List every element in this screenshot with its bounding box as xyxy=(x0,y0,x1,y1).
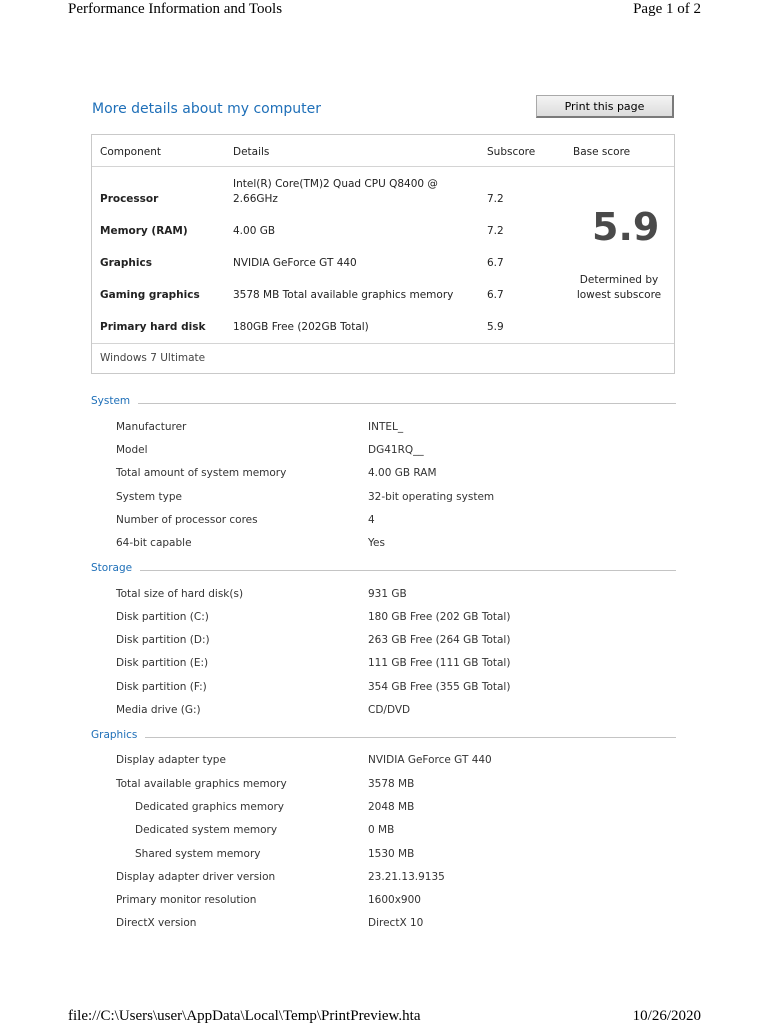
component-subscore: 5.9 xyxy=(487,321,504,333)
item-label: 64-bit capable xyxy=(116,537,192,549)
item-value: 0 MB xyxy=(368,824,395,836)
os-edition: Windows 7 Ultimate xyxy=(100,352,206,364)
item-label: Number of processor cores xyxy=(116,514,258,526)
section-divider xyxy=(91,403,676,404)
component-details: NVIDIA GeForce GT 440 xyxy=(233,257,357,269)
section-header-system xyxy=(91,395,676,409)
score-table xyxy=(91,134,675,374)
print-footer-path: file://C:\Users\user\AppData\Local\Temp\PrintPreview.hta xyxy=(68,1008,421,1024)
section-title: Storage xyxy=(91,562,140,574)
item-value: 4 xyxy=(368,514,375,526)
header-subscore: Subscore xyxy=(487,146,536,158)
base-score-value: 5.9 xyxy=(592,205,660,249)
section-divider xyxy=(91,737,676,738)
item-value: Yes xyxy=(368,537,385,549)
component-subscore: 7.2 xyxy=(487,193,504,205)
print-footer-date: 10/26/2020 xyxy=(632,1008,701,1024)
item-label: Dedicated graphics memory xyxy=(135,801,285,813)
component-details: 4.00 GB xyxy=(233,225,276,237)
item-value: 32-bit operating system xyxy=(368,491,495,503)
component-subscore: 6.7 xyxy=(487,289,504,301)
component-name: Graphics xyxy=(100,257,152,269)
print-header-title: Performance Information and Tools xyxy=(68,1,283,17)
component-details: 3578 MB Total available graphics memory xyxy=(233,289,454,301)
item-value: NVIDIA GeForce GT 440 xyxy=(368,754,492,766)
item-value: 931 GB xyxy=(368,588,407,600)
item-label: Disk partition (C:) xyxy=(116,611,209,623)
item-value: 23.21.13.9135 xyxy=(368,871,445,883)
item-value: 263 GB Free (264 GB Total) xyxy=(368,634,511,646)
header-base-score: Base score xyxy=(573,146,631,158)
item-label: Dedicated system memory xyxy=(135,824,278,836)
item-value: 1530 MB xyxy=(368,848,415,860)
header-divider xyxy=(92,166,674,167)
item-value: 2048 MB xyxy=(368,801,415,813)
component-name: Primary hard disk xyxy=(100,321,206,333)
section-divider xyxy=(91,570,676,571)
item-label: Total amount of system memory xyxy=(116,467,287,479)
item-label: Total available graphics memory xyxy=(116,778,287,790)
item-label: System type xyxy=(116,491,182,503)
item-value: 4.00 GB RAM xyxy=(368,467,437,479)
item-label: Disk partition (F:) xyxy=(116,681,207,693)
item-label: Disk partition (E:) xyxy=(116,657,209,669)
item-label: Manufacturer xyxy=(116,421,187,433)
item-label: Media drive (G:) xyxy=(116,704,201,716)
section-header-storage xyxy=(91,562,676,576)
item-value: 3578 MB xyxy=(368,778,415,790)
print-page-button[interactable]: Print this page xyxy=(536,95,674,118)
item-value: 354 GB Free (355 GB Total) xyxy=(368,681,511,693)
component-name: Processor xyxy=(100,193,159,205)
component-name: Memory (RAM) xyxy=(100,225,188,237)
print-header-page: Page 1 of 2 xyxy=(633,1,701,17)
component-subscore: 7.2 xyxy=(487,225,504,237)
section-title: System xyxy=(91,395,138,407)
header-details: Details xyxy=(233,146,270,158)
page-title: More details about my computer xyxy=(92,101,321,117)
item-label: Display adapter type xyxy=(116,754,226,766)
item-value: 1600x900 xyxy=(368,894,421,906)
item-label: Primary monitor resolution xyxy=(116,894,257,906)
component-name: Gaming graphics xyxy=(100,289,200,301)
component-details: 180GB Free (202GB Total) xyxy=(233,321,369,333)
item-label: Display adapter driver version xyxy=(116,871,276,883)
item-label: Model xyxy=(116,444,148,456)
item-value: DirectX 10 xyxy=(368,917,424,929)
item-label: Shared system memory xyxy=(135,848,261,860)
item-value: 111 GB Free (111 GB Total) xyxy=(368,657,511,669)
section-title: Graphics xyxy=(91,729,145,741)
item-label: Disk partition (D:) xyxy=(116,634,210,646)
header-component: Component xyxy=(100,146,161,158)
item-value: 180 GB Free (202 GB Total) xyxy=(368,611,511,623)
os-divider xyxy=(92,343,674,344)
item-label: Total size of hard disk(s) xyxy=(116,588,244,600)
section-header-graphics xyxy=(91,729,676,743)
item-value: INTEL_ xyxy=(368,421,404,433)
base-score-note: Determined by lowest subscore xyxy=(576,274,662,301)
item-label: DirectX version xyxy=(116,917,197,929)
item-value: CD/DVD xyxy=(368,704,411,716)
component-subscore: 6.7 xyxy=(487,257,504,269)
item-value: DG41RQ__ xyxy=(368,444,424,456)
component-details: Intel(R) Core(TM)2 Quad CPU Q8400 @ 2.66GHz xyxy=(233,178,438,205)
